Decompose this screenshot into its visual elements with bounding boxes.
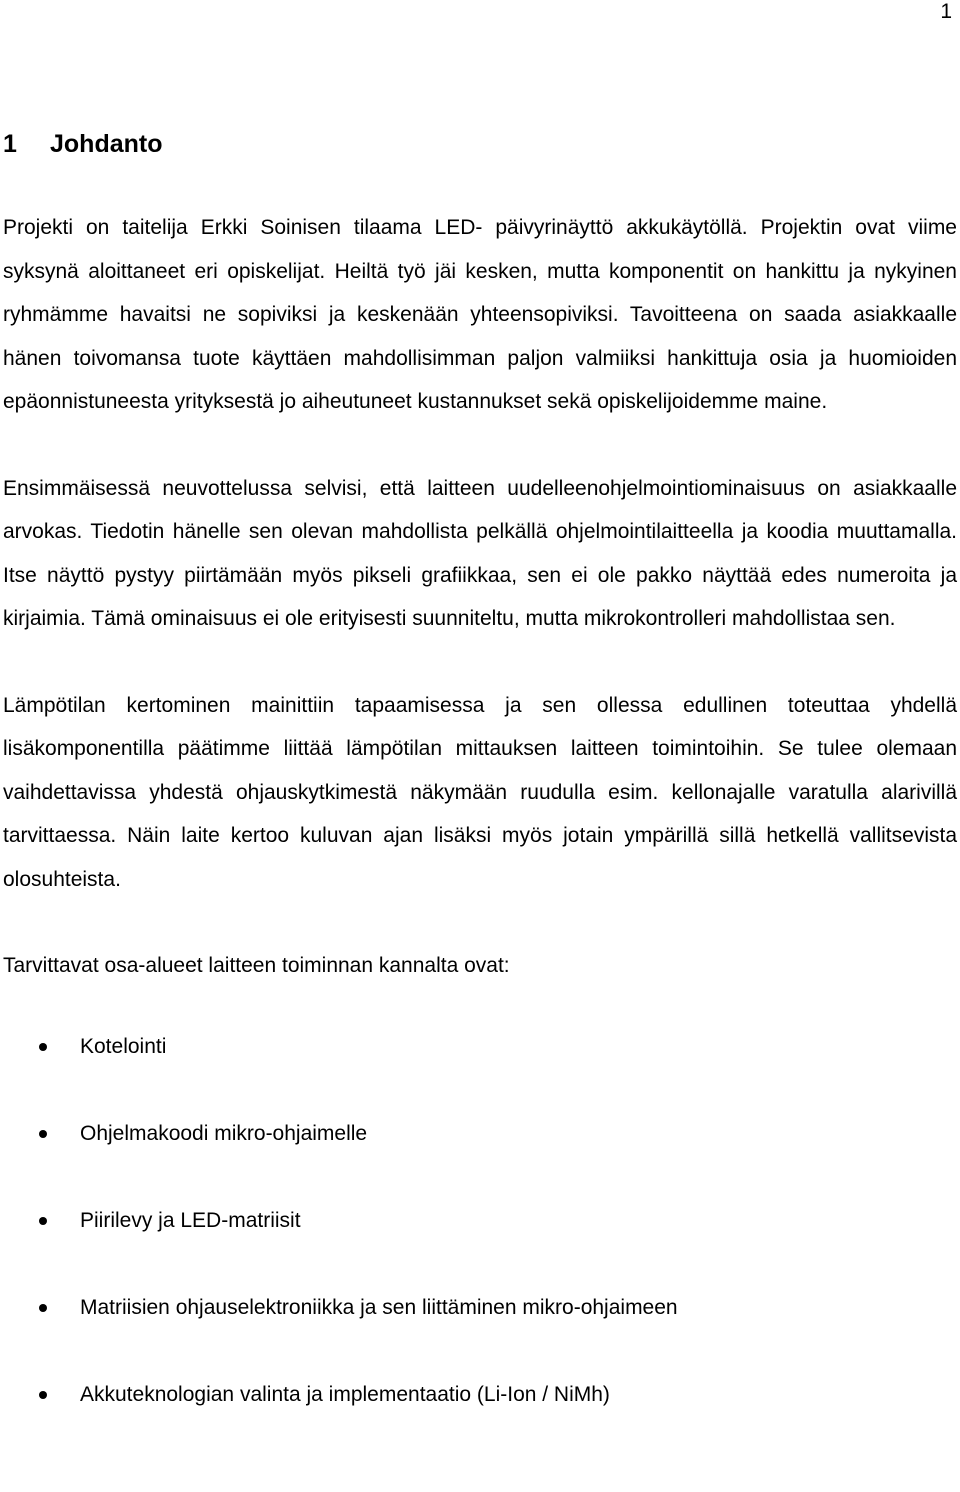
section-title: Johdanto [50, 130, 163, 158]
list-item [3, 1119, 957, 1149]
section-heading [3, 126, 957, 162]
paragraph-intro: Projekti on taitelija Erkki Soinisen tilaama LED- päivyrinäyttö akkukäytöllä. Projektin ovat viime syksynä aloittaneet eri opiskelijat. Heiltä työ jäi kesken, mutta komponentit on hankittu ja nykyinen ryhmämme havaitsi ne sopiviksi ja keskenään yhteensopiviksi. Tavoitteena on saada asiakkaalle hänen toivomansa tuote käyttäen mahdollisimman paljon valmiiksi hankittuja osia ja huomioiden epäonnistuneesta yrityksestä jo aiheutuneet kustannukset sekä opiskelijoidemme maine. [3, 216, 957, 413]
list-item [3, 1380, 957, 1410]
bullet-list [3, 1032, 957, 1410]
list-item [3, 1032, 957, 1062]
bullet-icon [39, 1130, 47, 1138]
list-item-text: Akkuteknologian valinta ja implementaatio (Li-Ion / NiMh) [80, 1382, 610, 1406]
list-item-text: Ohjelmakoodi mikro-ohjaimelle [80, 1121, 368, 1145]
list-item [3, 1206, 957, 1236]
section-number: 1 [3, 130, 17, 158]
list-item-text: Matriisien ohjauselektroniikka ja sen liittäminen mikro-ohjaimeen [80, 1295, 678, 1319]
list-item-text: Piirilevy ja LED-matriisit [80, 1208, 301, 1232]
page-number: 1 [940, 0, 952, 23]
list-item [3, 1293, 957, 1323]
paragraph-reprogramming: Ensimmäisessä neuvottelussa selvisi, että laitteen uudelleenohjelmointiominaisuus on asiakkaalle arvokas. Tiedotin hänelle sen olevan mahdollista pelkällä ohjelmointilaitteella ja koodia muuttamalla. Itse näyttö pystyy piirtämään myös pikseli grafiikkaa, sen ei ole pakko näyttää edes numeroita ja kirjaimia. Tämä ominaisuus ei ole erityisesti suunniteltu, mutta mikrokontrolleri mahdollistaa sen. [3, 476, 957, 630]
paragraph-list-intro: Tarvittavat osa-alueet laitteen toiminnan kannalta ovat: [3, 954, 510, 977]
paragraph-temperature: Lämpötilan kertominen mainittiin tapaamisessa ja sen ollessa edullinen toteuttaa yhdellä lisäkomponentilla päätimme liittää lämpötilan mittauksen laitteen toimintoihin. Se tulee olemaan vaihdettavissa yhdestä ohjauskytkimestä näkymään ruudulla esim. kellonajalle varatulla alarivillä tarvittaessa. Näin laite kertoo kuluvan ajan lisäksi myös jotain ympärillä sillä hetkellä vallitsevista olosuhteista. [3, 693, 957, 891]
bullet-icon [39, 1043, 47, 1051]
bullet-icon [39, 1217, 47, 1225]
document-body [3, 126, 957, 1467]
bullet-icon [39, 1391, 47, 1399]
bullet-icon [39, 1304, 47, 1312]
list-item-text: Kotelointi [80, 1034, 167, 1058]
